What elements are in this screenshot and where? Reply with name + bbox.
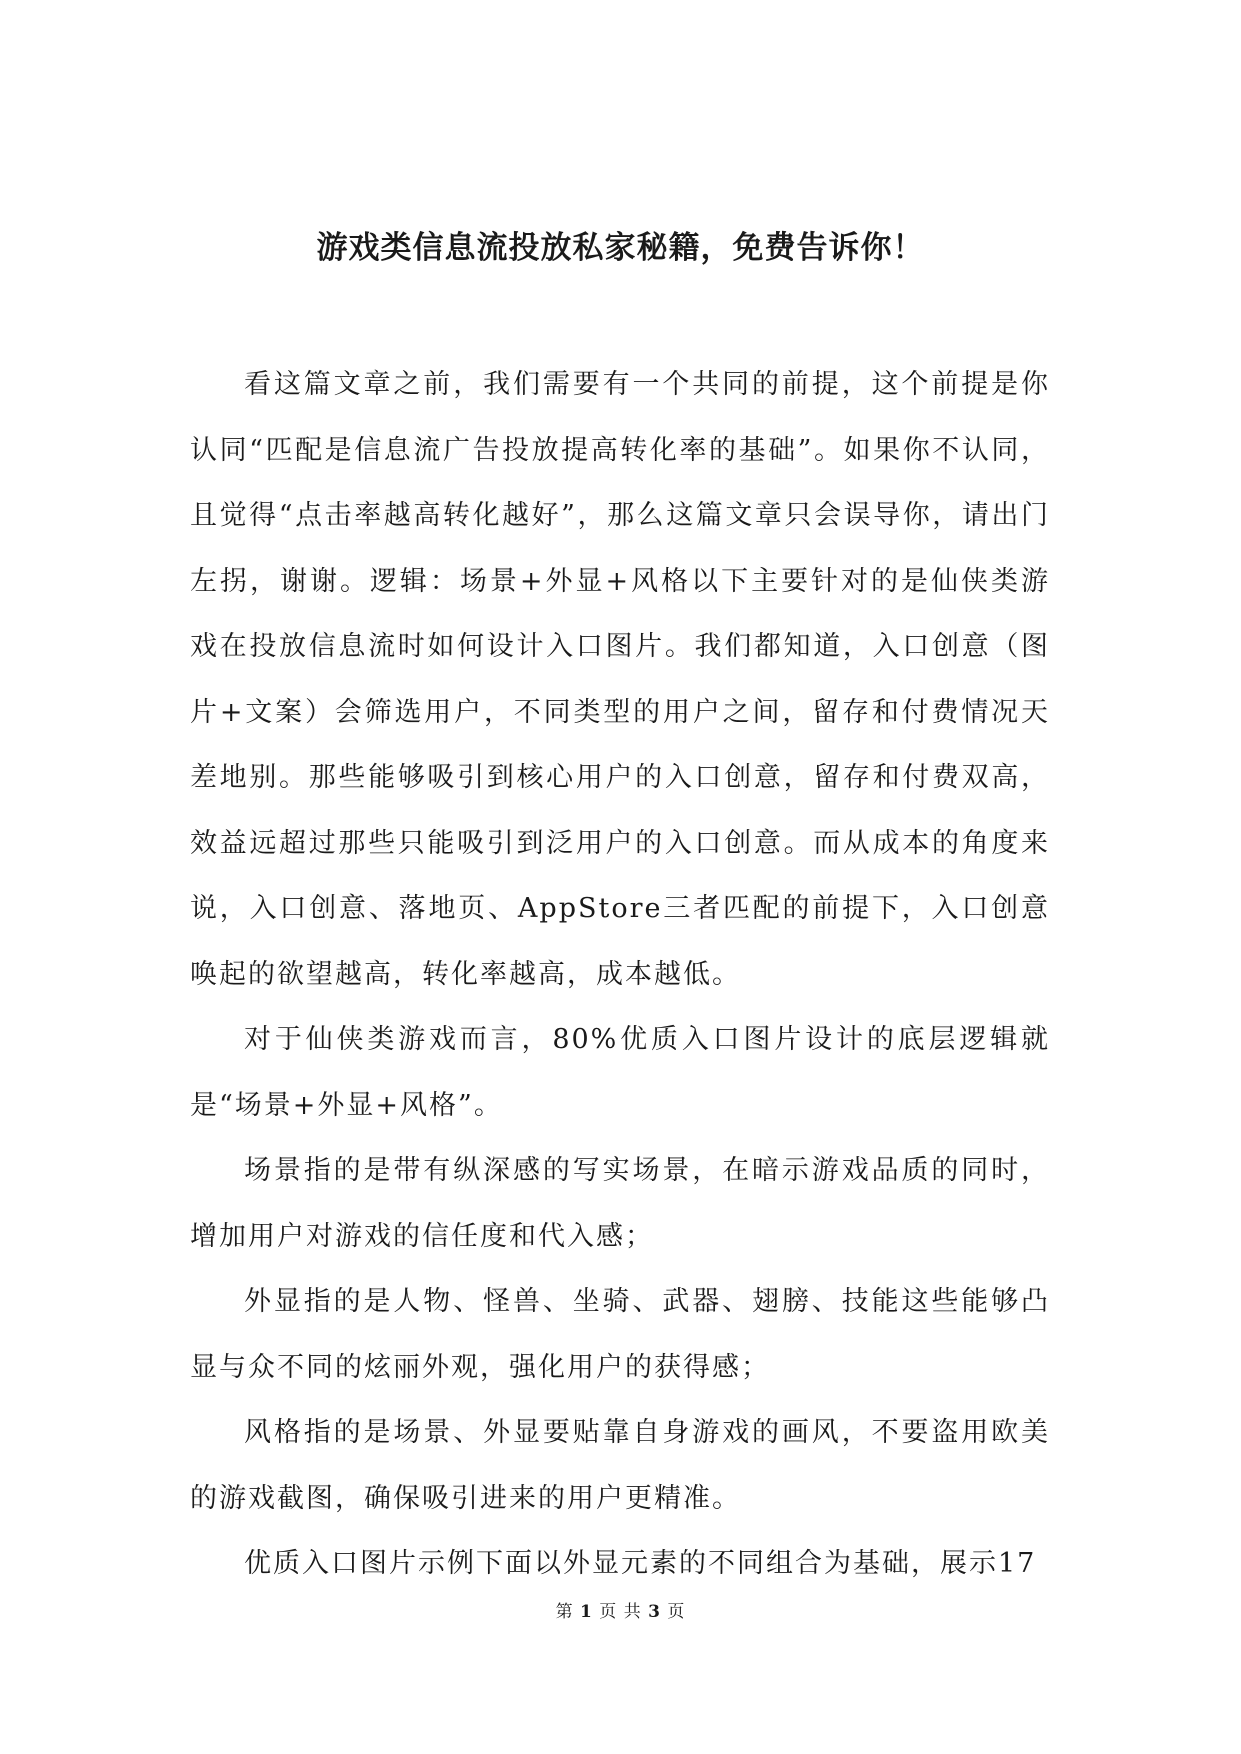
footer-prefix: 第 bbox=[555, 1602, 574, 1622]
footer-total-pages: 3 bbox=[648, 1602, 661, 1622]
page-footer bbox=[0, 1598, 1241, 1626]
footer-middle: 页 共 bbox=[599, 1602, 642, 1622]
document-body bbox=[190, 352, 1050, 1597]
paragraph: 看这篇文章之前，我们需要有一个共同的前提，这个前提是你认同“匹配是信息流广告投放提高转化率的基础”。如果你不认同，且觉得“点击率越高转化越好”，那么这篇文章只会误导你，请出门左拐，谢谢。逻辑：场景+外显+风格以下主要针对的是仙侠类游戏在投放信息流时如何设计入口图片。我们都知道，入口创意（图片+文案）会筛选用户，不同类型的用户之间，留存和付费情况天差地别。那些能够吸引到核心用户的入口创意，留存和付费双高，效益远超过那些只能吸引到泛用户的入口创意。而从成本的角度来说，入口创意、落地页、AppStore三者匹配的前提下，入口创意唤起的欲望越高，转化率越高，成本越低。 bbox=[190, 369, 1050, 990]
paragraph: 优质入口图片示例下面以外显元素的不同组合为基础，展示17 bbox=[244, 1548, 1037, 1579]
paragraph: 风格指的是场景、外显要贴靠自身游戏的画风，不要盗用欧美的游戏截图，确保吸引进来的用户更精准。 bbox=[190, 1417, 1050, 1514]
footer-suffix: 页 bbox=[667, 1602, 686, 1622]
paragraph: 外显指的是人物、怪兽、坐骑、武器、翅膀、技能这些能够凸显与众不同的炫丽外观，强化用户的获得感； bbox=[190, 1286, 1050, 1383]
footer-page-number: 1 bbox=[580, 1602, 593, 1622]
paragraph: 场景指的是带有纵深感的写实场景，在暗示游戏品质的同时，增加用户对游戏的信任度和代入感； bbox=[190, 1155, 1050, 1252]
document-title: 游戏类信息流投放私家秘籍，免费告诉你！ bbox=[316, 230, 925, 266]
paragraph: 对于仙侠类游戏而言，80%优质入口图片设计的底层逻辑就是“场景+外显+风格”。 bbox=[190, 1024, 1050, 1121]
